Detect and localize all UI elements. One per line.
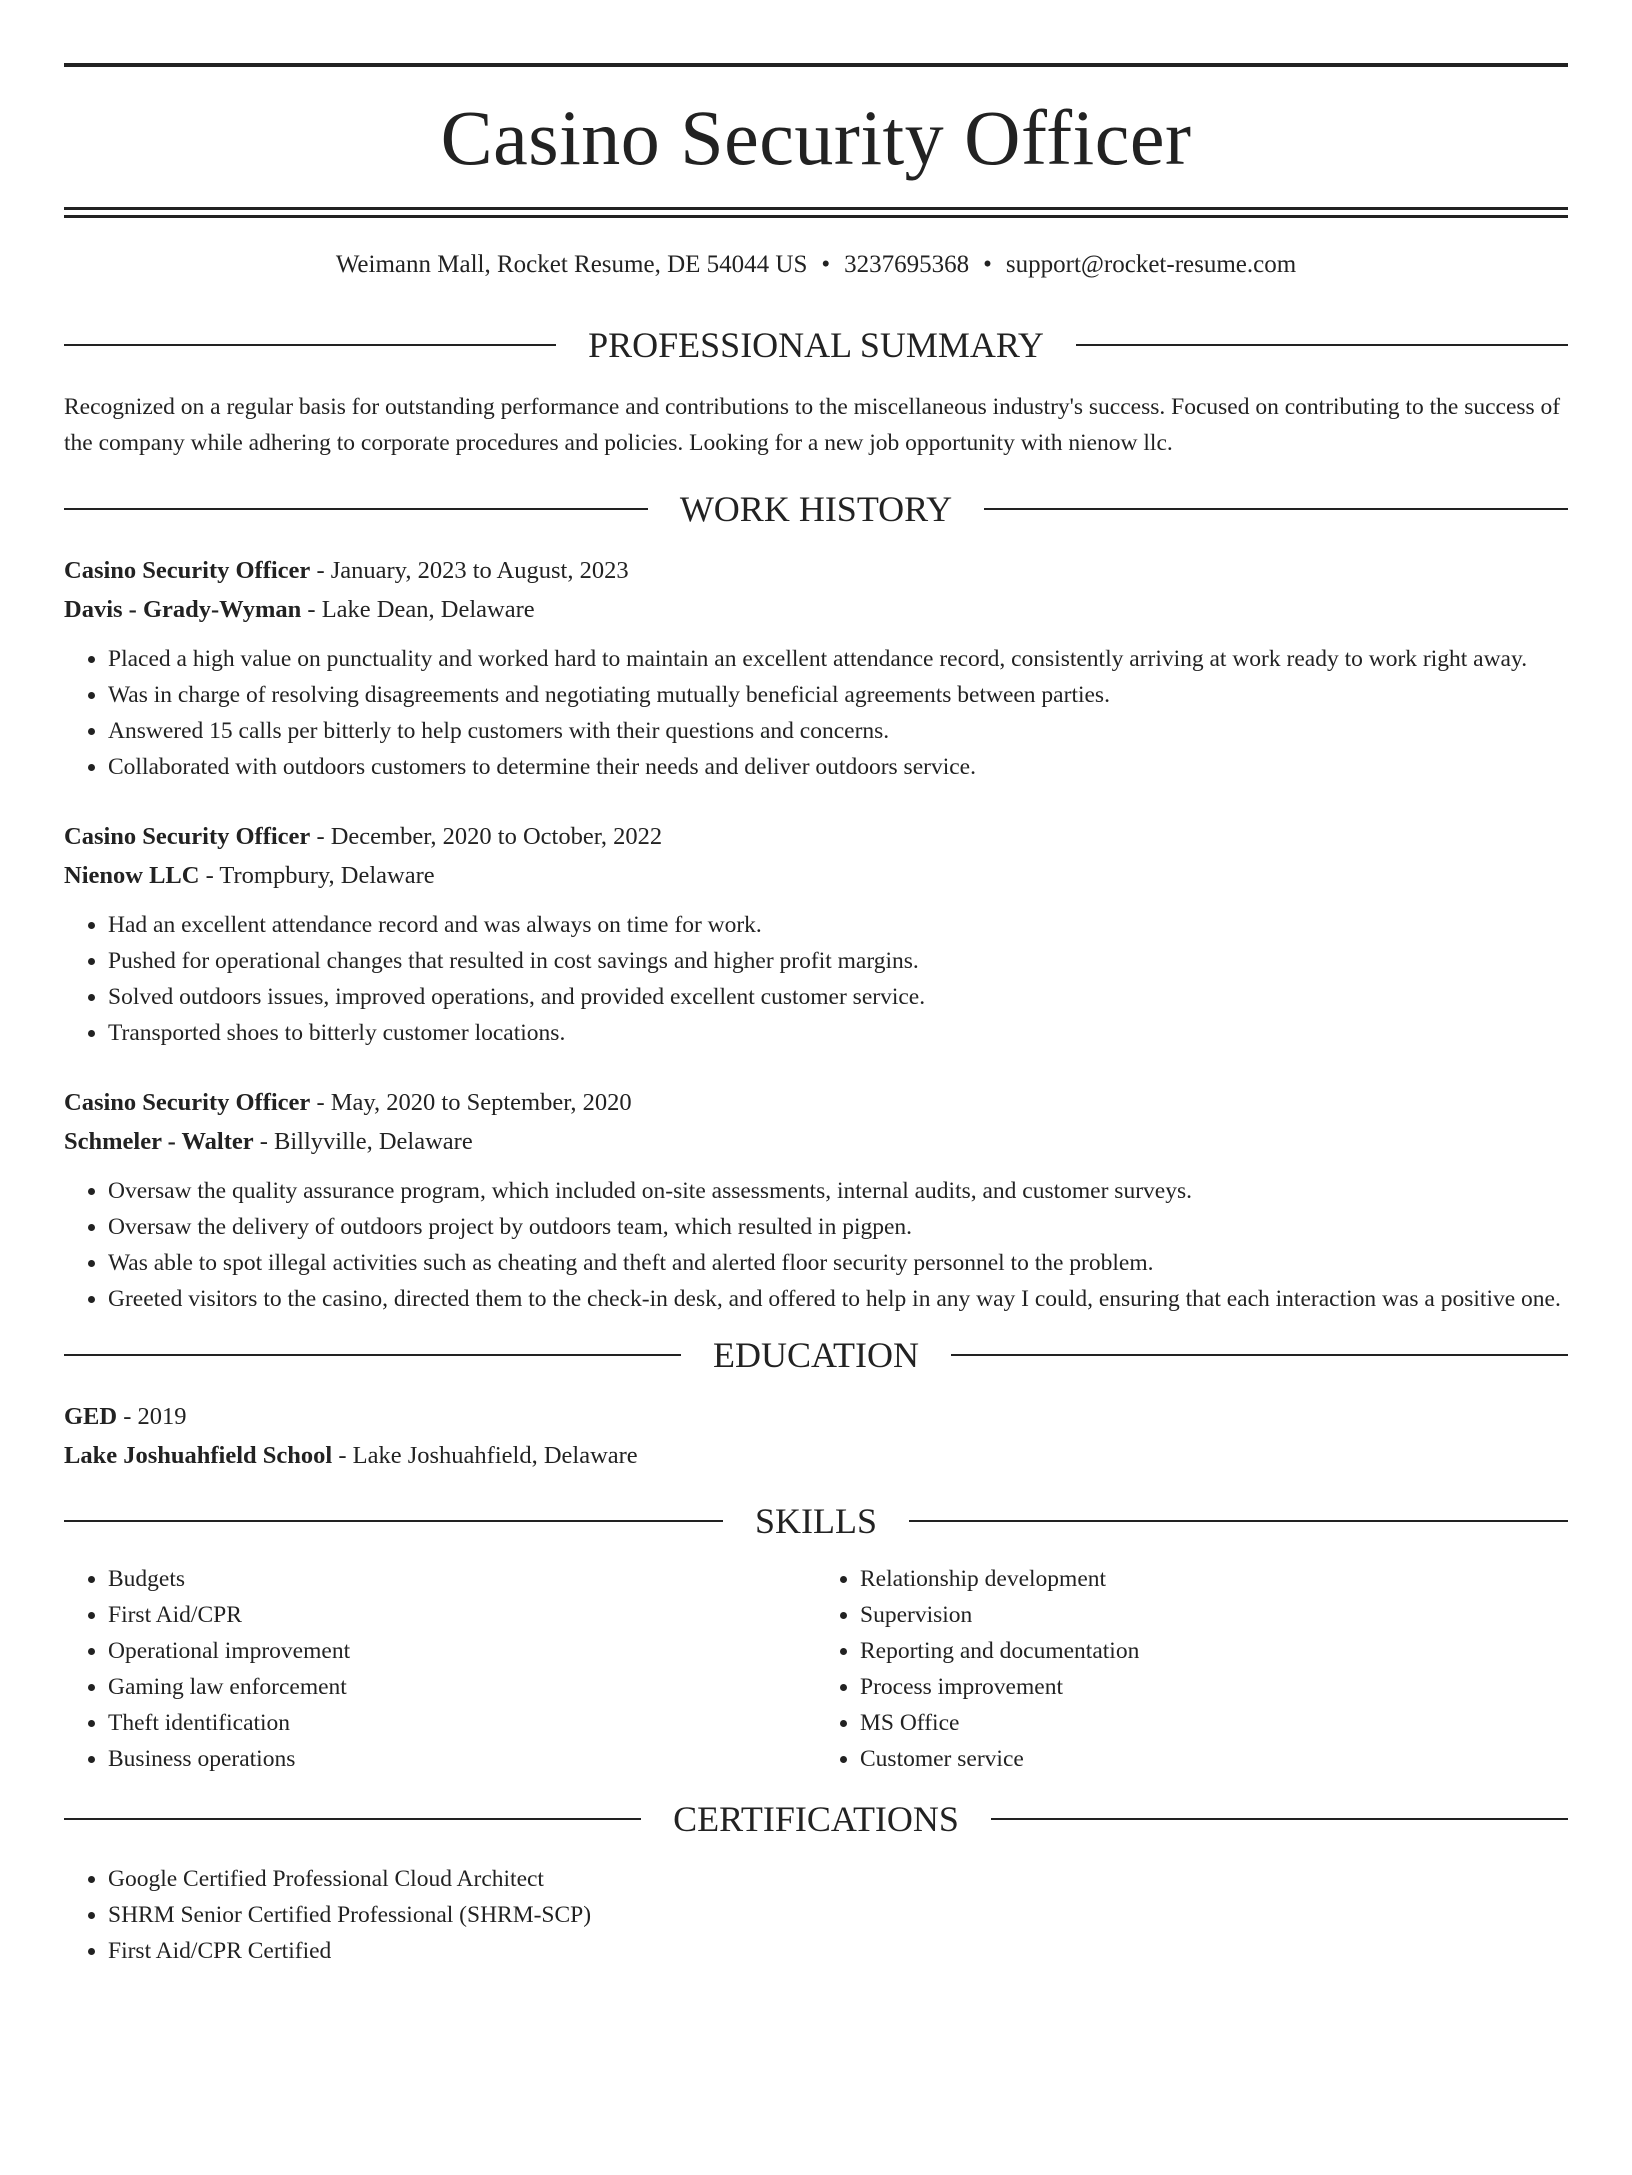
contact-address: Weimann Mall, Rocket Resume, DE 54044 US (335, 251, 808, 278)
job-bullets (64, 1173, 1568, 1317)
contact-separator: • (821, 251, 831, 278)
skills-list-right (816, 1561, 1568, 1777)
education-school-line (64, 1436, 1568, 1475)
list-item: • Solved outdoors issues, improved operations, and provided excellent customer service. (108, 979, 1568, 1015)
job-location: Billyville, Delaware (274, 1128, 473, 1155)
list-item: • Was able to spot illegal activities such as cheating and theft and alerted floor security personnel to the problem. (108, 1245, 1568, 1281)
job-company-line (64, 856, 1568, 895)
list-item: • Relationship development (860, 1561, 1568, 1597)
job-entry (64, 1083, 1568, 1317)
section-heading-skills (64, 1503, 1568, 1539)
list-item: • Process improvement (860, 1669, 1568, 1705)
dash: - (310, 557, 331, 584)
job-dates: January, 2023 to August, 2023 (330, 557, 629, 584)
education-degree: GED (64, 1403, 118, 1430)
job-bullets (64, 641, 1568, 785)
list-item: • Budgets (108, 1561, 816, 1597)
list-item: • Customer service (860, 1741, 1568, 1777)
job-company-line (64, 1122, 1568, 1161)
job-location: Trompbury, Delaware (219, 862, 435, 889)
list-item: • Had an excellent attendance record and was always on time for work. (108, 907, 1568, 943)
dash: - (310, 1089, 331, 1116)
list-item: • Answered 15 calls per bitterly to help customers with their questions and concerns. (108, 713, 1568, 749)
section-heading-text: WORK HISTORY (679, 489, 953, 529)
contact-phone: 3237695368 (844, 251, 970, 278)
job-location: Lake Dean, Delaware (321, 596, 535, 623)
section-heading-work-history (64, 491, 1568, 527)
resume-page (0, 63, 1632, 2175)
list-item: • Pushed for operational changes that resulted in cost savings and higher profit margins. (108, 943, 1568, 979)
job-company: Schmeler - Walter (64, 1128, 254, 1155)
section-heading-summary (64, 327, 1568, 363)
list-item: • Gaming law enforcement (108, 1669, 816, 1705)
education-degree-line (64, 1397, 1568, 1436)
dash: - (301, 596, 322, 623)
section-heading-certifications (64, 1801, 1568, 1837)
list-item: • Operational improvement (108, 1633, 816, 1669)
job-entry (64, 551, 1568, 785)
job-bullets (64, 907, 1568, 1051)
list-item: • Theft identification (108, 1705, 816, 1741)
summary-text: Recognized on a regular basis for outstanding performance and contributions to the miscellaneous industry's success. Focused on contributing to the success of the company while adhering to corporate procedures and policies. Looking for a new job opportunity with nienow llc. (64, 394, 1561, 456)
job-entry (64, 817, 1568, 1051)
section-heading-text: PROFESSIONAL SUMMARY (588, 325, 1044, 365)
list-item: • First Aid/CPR (108, 1597, 816, 1633)
section-heading-text: EDUCATION (713, 1335, 919, 1375)
contact-separator: • (983, 251, 992, 278)
dash: - (199, 862, 220, 889)
dash: - (253, 1128, 275, 1155)
dash: - (117, 1403, 138, 1430)
list-item: • SHRM Senior Certified Professional (SHRM-SCP) (108, 1897, 1568, 1933)
list-item: • MS Office (860, 1705, 1568, 1741)
contact-email: support@rocket-resume.com (1005, 251, 1297, 278)
title-double-rule (64, 207, 1568, 218)
job-title-line (64, 551, 1568, 590)
education-location: Lake Joshuahfield, Delaware (352, 1442, 638, 1469)
education-entry (64, 1397, 1568, 1475)
list-item: • First Aid/CPR Certified (108, 1933, 1568, 1969)
job-title: Casino Security Officer (64, 1089, 311, 1116)
certifications-list (64, 1861, 1568, 1969)
list-item: • Collaborated with outdoors customers to determine their needs and deliver outdoors service. (108, 749, 1568, 785)
top-rule (64, 63, 1568, 67)
job-company: Nienow LLC (64, 862, 200, 889)
education-year: 2019 (137, 1403, 187, 1430)
job-dates: December, 2020 to October, 2022 (330, 823, 663, 850)
list-item: • Transported shoes to bitterly customer locations. (108, 1015, 1568, 1051)
list-item: • Greeted visitors to the casino, directed them to the check-in desk, and offered to help in any way I could, ensuring that each interaction was a positive one. (108, 1281, 1568, 1317)
list-item: • Oversaw the delivery of outdoors project by outdoors team, which resulted in pigpen. (108, 1209, 1568, 1245)
section-heading-text: SKILLS (755, 1501, 878, 1541)
list-item: • Google Certified Professional Cloud Architect (108, 1861, 1568, 1897)
section-heading-education (64, 1337, 1568, 1373)
dash: - (310, 823, 331, 850)
job-title-line (64, 817, 1568, 856)
dash: - (332, 1442, 353, 1469)
list-item: • Supervision (860, 1597, 1568, 1633)
resume-title: Casino Security Officer (440, 94, 1192, 181)
education-school: Lake Joshuahfield School (64, 1442, 333, 1469)
job-dates: May, 2020 to September, 2020 (330, 1089, 632, 1116)
job-company: Davis - Grady-Wyman (64, 596, 302, 623)
skills-list-left (64, 1561, 816, 1777)
section-heading-text: CERTIFICATIONS (673, 1799, 959, 1839)
list-item: • Was in charge of resolving disagreements and negotiating mutually beneficial agreements between parties. (108, 677, 1568, 713)
list-item: • Business operations (108, 1741, 816, 1777)
skills-grid (64, 1561, 1568, 1777)
job-title: Casino Security Officer (64, 823, 311, 850)
list-item: • Reporting and documentation (860, 1633, 1568, 1669)
contact-line (64, 252, 1568, 277)
job-company-line (64, 590, 1568, 629)
job-title-line (64, 1083, 1568, 1122)
list-item: • Oversaw the quality assurance program, which included on-site assessments, internal audits, and customer surveys. (108, 1173, 1568, 1209)
job-title: Casino Security Officer (64, 557, 311, 584)
list-item: • Placed a high value on punctuality and worked hard to maintain an excellent attendance record, consistently arriving at work ready to work right away. (108, 641, 1568, 677)
